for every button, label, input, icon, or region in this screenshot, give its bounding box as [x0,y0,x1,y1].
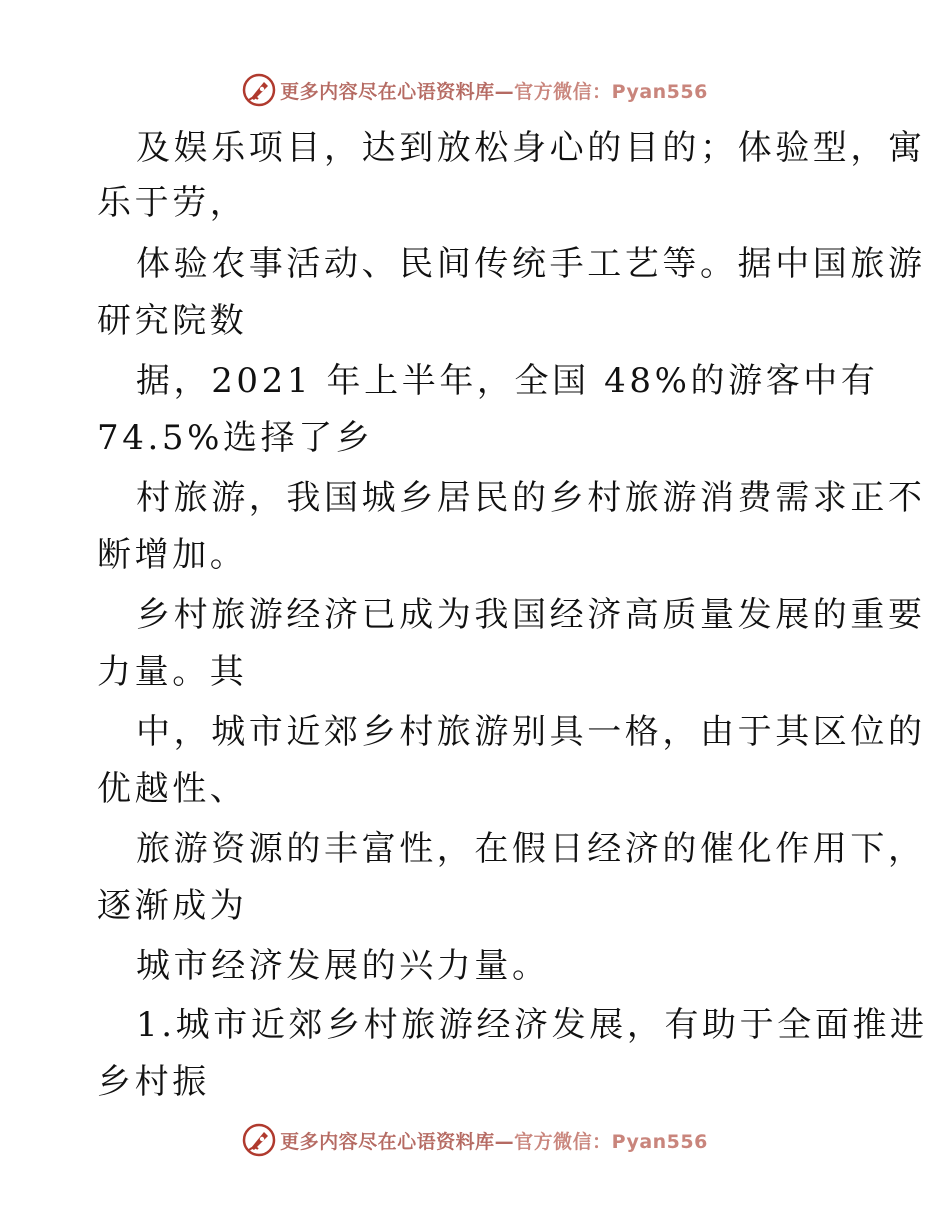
watermark-separator: — [494,80,515,103]
paragraph-line: 逐渐成为 [97,886,248,926]
paragraph-line: 优越性、 [97,769,248,809]
watermark-footer [0,1120,950,1160]
paragraph-line: 及娱乐项目，达到放松身心的目的；体验型，寓 [136,128,926,168]
paragraph-line: 74.5%选择了乡 [97,418,374,458]
watermark-wechat-text: 官方微信：Pyan556 [514,80,708,103]
watermark-separator: — [494,1130,515,1153]
watermark-wechat-text: 官方微信：Pyan556 [514,1130,708,1153]
paragraph-line: 研究院数 [97,301,248,341]
paragraph-line: 城市经济发展的兴力量。 [136,946,550,986]
paragraph-line: 乡村振 [97,1062,210,1102]
pen-nib-logo-icon [242,1123,276,1157]
watermark-text [280,77,708,104]
pen-nib-logo-icon [242,73,276,107]
paragraph-line: 乡村旅游经济已成为我国经济高质量发展的重要 [136,595,926,635]
watermark-site-text: 更多内容尽在心语资料库 [280,1130,495,1153]
paragraph-line: 中，城市近郊乡村旅游别具一格，由于其区位的 [136,712,926,752]
watermark-text [280,1127,708,1154]
paragraph-line: 1.城市近郊乡村旅游经济发展，有助于全面推进 [136,1005,928,1045]
paragraph-line: 村旅游，我国城乡居民的乡村旅游消费需求正不 [136,478,926,518]
paragraph-line: 据，2021 年上半年，全国 48%的游客中有 [136,361,879,401]
paragraph-line: 体验农事活动、民间传统手工艺等。据中国旅游 [136,244,926,284]
watermark-site-text: 更多内容尽在心语资料库 [280,80,495,103]
paragraph-line: 旅游资源的丰富性，在假日经济的催化作用下， [136,829,926,869]
paragraph-line: 力量。其 [97,652,248,692]
watermark-header [0,70,950,110]
paragraph-line: 断增加。 [97,535,248,575]
paragraph-line: 乐于劳， [97,183,248,223]
